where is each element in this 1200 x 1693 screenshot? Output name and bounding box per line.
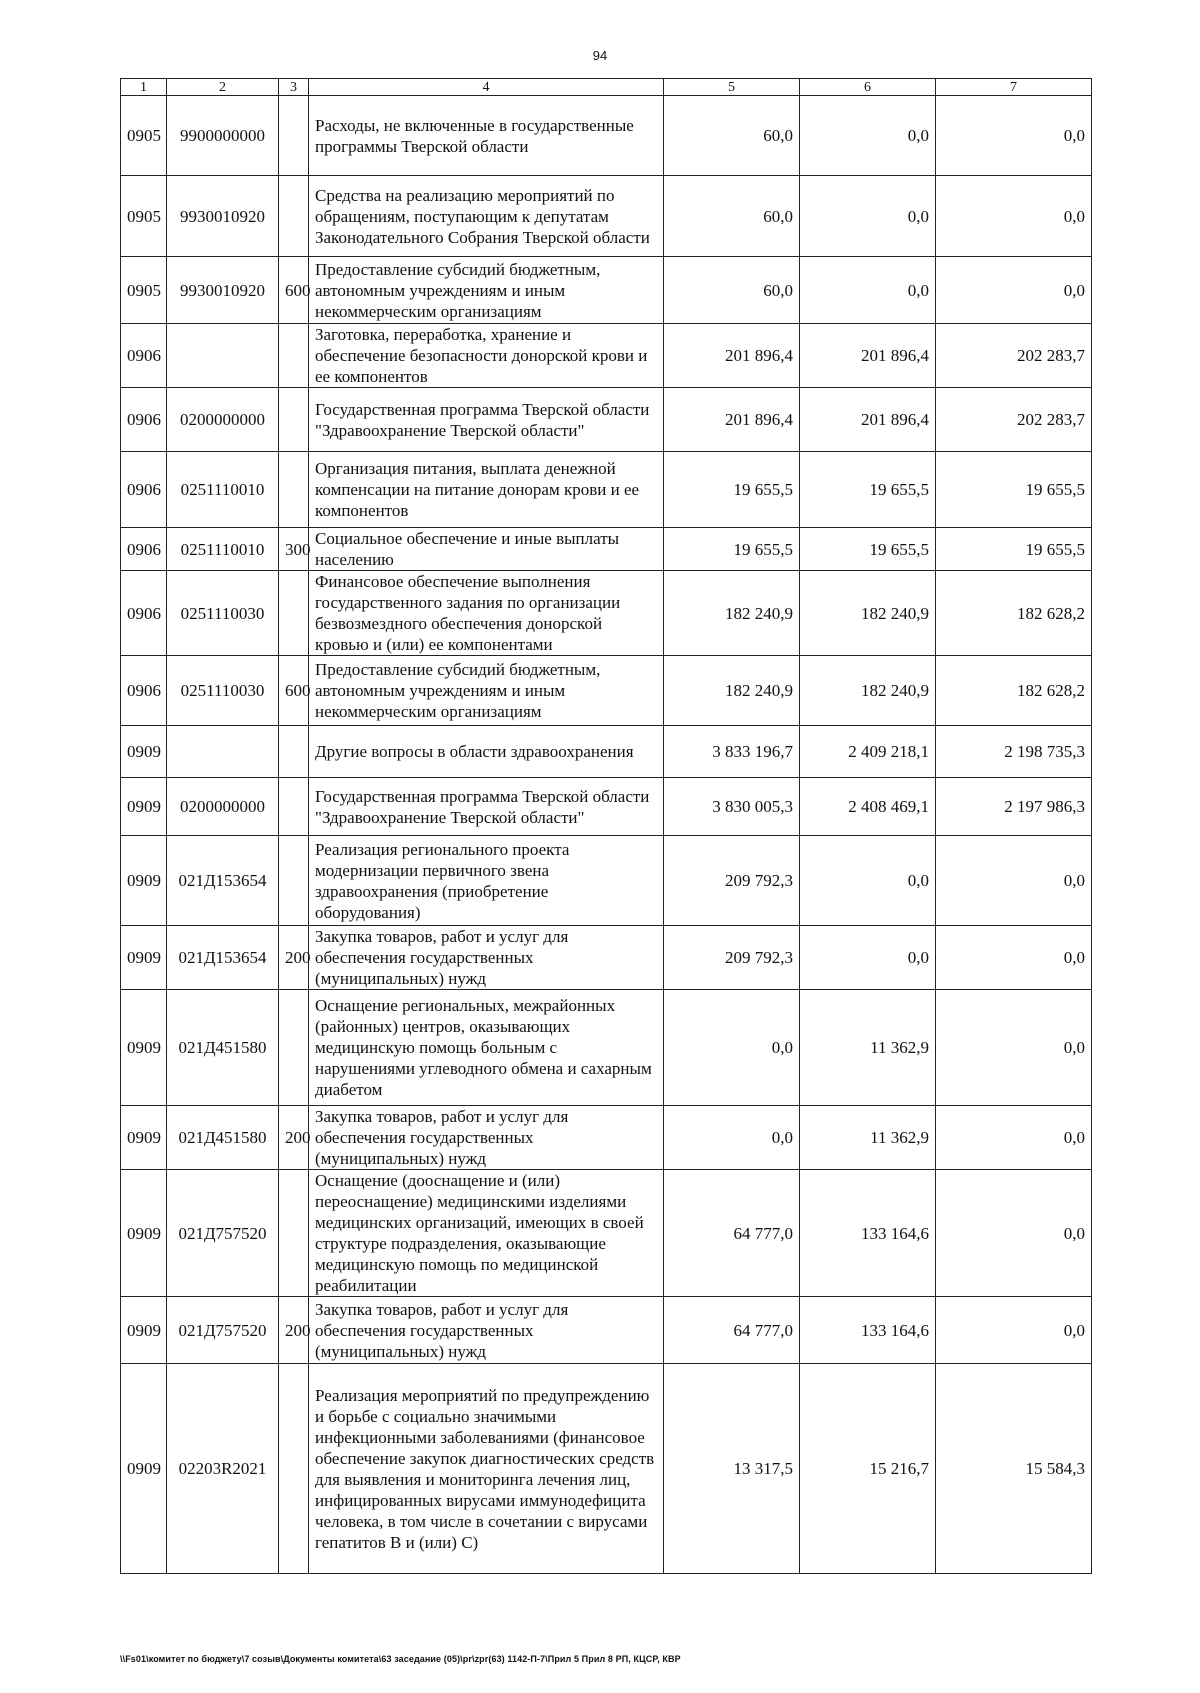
- section-code-cell: 0906: [121, 324, 167, 388]
- expense-type-cell: 200: [279, 1297, 309, 1364]
- amount-cell-col6: 182 240,9: [800, 656, 936, 726]
- amount-cell-col5: 3 833 196,7: [664, 726, 800, 778]
- item-name-cell: Реализация регионального проекта модернизации первичного звена здравоохранения (приобретение оборудования): [309, 836, 664, 926]
- column-header: 2: [167, 79, 279, 96]
- table-row: [121, 1297, 1092, 1364]
- amount-cell-col7: 0,0: [936, 96, 1092, 176]
- amount-cell-col6: 0,0: [800, 96, 936, 176]
- amount-cell-col5: 3 830 005,3: [664, 778, 800, 836]
- file-path-footer: \\Fs01\комитет по бюджету\7 созыв\Документы комитета\63 заседание (05)\pr\zpr(63) 1142-П-7\Прил 5 Прил 8 РП, КЦСР, КВР: [120, 1654, 681, 1664]
- amount-cell-col7: 15 584,3: [936, 1364, 1092, 1574]
- amount-cell-col5: 60,0: [664, 257, 800, 324]
- table-row: [121, 1106, 1092, 1170]
- amount-cell-col7: 19 655,5: [936, 452, 1092, 528]
- section-code-cell: 0905: [121, 176, 167, 257]
- amount-cell-col6: 11 362,9: [800, 1106, 936, 1170]
- section-code-cell: 0909: [121, 1364, 167, 1574]
- amount-cell-col5: 0,0: [664, 990, 800, 1106]
- item-name-cell: Финансовое обеспечение выполнения государственного задания по организации безвозмездного обеспечения донорской кровью и (или) ее компонентами: [309, 571, 664, 656]
- amount-cell-col5: 64 777,0: [664, 1170, 800, 1297]
- target-code-cell: 021Д153654: [167, 926, 279, 990]
- page-number: 94: [592, 48, 608, 63]
- expense-type-cell: [279, 176, 309, 257]
- column-header: 6: [800, 79, 936, 96]
- table-row: [121, 257, 1092, 324]
- expense-type-cell: [279, 96, 309, 176]
- target-code-cell: 0251110010: [167, 528, 279, 571]
- amount-cell-col7: 2 197 986,3: [936, 778, 1092, 836]
- amount-cell-col5: 209 792,3: [664, 926, 800, 990]
- section-code-cell: 0905: [121, 96, 167, 176]
- amount-cell-col7: 2 198 735,3: [936, 726, 1092, 778]
- amount-cell-col5: 182 240,9: [664, 656, 800, 726]
- column-header: 1: [121, 79, 167, 96]
- expense-type-cell: [279, 1364, 309, 1574]
- amount-cell-col7: 19 655,5: [936, 528, 1092, 571]
- table-row: [121, 726, 1092, 778]
- amount-cell-col6: 11 362,9: [800, 990, 936, 1106]
- expense-type-cell: 200: [279, 1106, 309, 1170]
- target-code-cell: 02203R2021: [167, 1364, 279, 1574]
- table-row: [121, 778, 1092, 836]
- table-body: [121, 96, 1092, 1574]
- target-code-cell: 0251110010: [167, 452, 279, 528]
- column-header: 5: [664, 79, 800, 96]
- expense-type-cell: 600: [279, 656, 309, 726]
- amount-cell-col6: 19 655,5: [800, 528, 936, 571]
- table-row: [121, 1170, 1092, 1297]
- item-name-cell: Средства на реализацию мероприятий по обращениям, поступающим к депутатам Законодательного Собрания Тверской области: [309, 176, 664, 257]
- table-row: [121, 528, 1092, 571]
- expense-type-cell: [279, 452, 309, 528]
- amount-cell-col7: 0,0: [936, 1170, 1092, 1297]
- section-code-cell: 0906: [121, 452, 167, 528]
- expense-type-cell: [279, 388, 309, 452]
- item-name-cell: Оснащение региональных, межрайонных (районных) центров, оказывающих медицинскую помощь больным с нарушениями углеводного обмена и сахарным диабетом: [309, 990, 664, 1106]
- amount-cell-col7: 202 283,7: [936, 324, 1092, 388]
- amount-cell-col6: 0,0: [800, 257, 936, 324]
- target-code-cell: 0200000000: [167, 388, 279, 452]
- amount-cell-col5: 60,0: [664, 176, 800, 257]
- expense-type-cell: [279, 836, 309, 926]
- item-name-cell: Государственная программа Тверской области "Здравоохранение Тверской области": [309, 778, 664, 836]
- item-name-cell: Оснащение (дооснащение и (или) переоснащение) медицинскими изделиями медицинских организаций, имеющих в своей структуре подразделения, оказывающие медицинскую помощь по медицинской реабилитации: [309, 1170, 664, 1297]
- amount-cell-col6: 0,0: [800, 926, 936, 990]
- amount-cell-col6: 0,0: [800, 836, 936, 926]
- table-row: [121, 990, 1092, 1106]
- table-row: [121, 836, 1092, 926]
- item-name-cell: Закупка товаров, работ и услуг для обеспечения государственных (муниципальных) нужд: [309, 926, 664, 990]
- expense-type-cell: 300: [279, 528, 309, 571]
- section-code-cell: 0909: [121, 726, 167, 778]
- amount-cell-col5: 0,0: [664, 1106, 800, 1170]
- target-code-cell: 9930010920: [167, 176, 279, 257]
- table-row: [121, 571, 1092, 656]
- section-code-cell: 0906: [121, 388, 167, 452]
- amount-cell-col5: 64 777,0: [664, 1297, 800, 1364]
- expense-type-cell: [279, 990, 309, 1106]
- amount-cell-col6: 201 896,4: [800, 324, 936, 388]
- item-name-cell: Закупка товаров, работ и услуг для обеспечения государственных (муниципальных) нужд: [309, 1106, 664, 1170]
- target-code-cell: 021Д451580: [167, 1106, 279, 1170]
- amount-cell-col6: 2 408 469,1: [800, 778, 936, 836]
- amount-cell-col7: 0,0: [936, 926, 1092, 990]
- amount-cell-col5: 60,0: [664, 96, 800, 176]
- target-code-cell: 021Д757520: [167, 1170, 279, 1297]
- column-header: 7: [936, 79, 1092, 96]
- expense-type-cell: 200: [279, 926, 309, 990]
- table-row: [121, 176, 1092, 257]
- table-row: [121, 388, 1092, 452]
- section-code-cell: 0909: [121, 778, 167, 836]
- section-code-cell: 0906: [121, 528, 167, 571]
- section-code-cell: 0909: [121, 1170, 167, 1297]
- target-code-cell: 9900000000: [167, 96, 279, 176]
- table-row: [121, 324, 1092, 388]
- target-code-cell: [167, 726, 279, 778]
- target-code-cell: 021Д451580: [167, 990, 279, 1106]
- amount-cell-col5: 209 792,3: [664, 836, 800, 926]
- amount-cell-col5: 201 896,4: [664, 388, 800, 452]
- expense-type-cell: [279, 324, 309, 388]
- item-name-cell: Расходы, не включенные в государственные программы Тверской области: [309, 96, 664, 176]
- amount-cell-col7: 0,0: [936, 1297, 1092, 1364]
- section-code-cell: 0905: [121, 257, 167, 324]
- table-row: [121, 926, 1092, 990]
- amount-cell-col5: 19 655,5: [664, 452, 800, 528]
- item-name-cell: Организация питания, выплата денежной компенсации на питание донорам крови и ее компонентов: [309, 452, 664, 528]
- amount-cell-col7: 0,0: [936, 1106, 1092, 1170]
- amount-cell-col5: 201 896,4: [664, 324, 800, 388]
- amount-cell-col5: 19 655,5: [664, 528, 800, 571]
- item-name-cell: Реализация мероприятий по предупреждению и борьбе с социально значимыми инфекционными заболеваниями (финансовое обеспечение закупок диагностических средств для выявления и мониторинга лечения лиц, инфицированных вирусами иммунодефицита человека, в том числе в сочетании с вирусами гепатитов В и (или) С): [309, 1364, 664, 1574]
- expense-type-cell: [279, 1170, 309, 1297]
- expense-type-cell: [279, 778, 309, 836]
- amount-cell-col7: 202 283,7: [936, 388, 1092, 452]
- amount-cell-col6: 201 896,4: [800, 388, 936, 452]
- section-code-cell: 0906: [121, 656, 167, 726]
- expense-type-cell: [279, 571, 309, 656]
- section-code-cell: 0906: [121, 571, 167, 656]
- target-code-cell: 021Д757520: [167, 1297, 279, 1364]
- expense-type-cell: [279, 726, 309, 778]
- item-name-cell: Предоставление субсидий бюджетным, автономным учреждениям и иным некоммерческим организациям: [309, 656, 664, 726]
- amount-cell-col6: 19 655,5: [800, 452, 936, 528]
- target-code-cell: [167, 324, 279, 388]
- section-code-cell: 0909: [121, 1106, 167, 1170]
- table-row: [121, 656, 1092, 726]
- amount-cell-col7: 0,0: [936, 990, 1092, 1106]
- amount-cell-col7: 182 628,2: [936, 656, 1092, 726]
- amount-cell-col6: 2 409 218,1: [800, 726, 936, 778]
- item-name-cell: Предоставление субсидий бюджетным, автономным учреждениям и иным некоммерческим организациям: [309, 257, 664, 324]
- table-row: [121, 452, 1092, 528]
- amount-cell-col6: 0,0: [800, 176, 936, 257]
- expense-type-cell: 600: [279, 257, 309, 324]
- section-code-cell: 0909: [121, 990, 167, 1106]
- amount-cell-col6: 133 164,6: [800, 1297, 936, 1364]
- item-name-cell: Социальное обеспечение и иные выплаты населению: [309, 528, 664, 571]
- amount-cell-col7: 182 628,2: [936, 571, 1092, 656]
- section-code-cell: 0909: [121, 1297, 167, 1364]
- section-code-cell: 0909: [121, 836, 167, 926]
- amount-cell-col5: 182 240,9: [664, 571, 800, 656]
- target-code-cell: 0251110030: [167, 571, 279, 656]
- amount-cell-col6: 15 216,7: [800, 1364, 936, 1574]
- table-row: [121, 96, 1092, 176]
- budget-table: [120, 78, 1092, 1574]
- target-code-cell: 0251110030: [167, 656, 279, 726]
- target-code-cell: 021Д153654: [167, 836, 279, 926]
- amount-cell-col6: 133 164,6: [800, 1170, 936, 1297]
- item-name-cell: Другие вопросы в области здравоохранения: [309, 726, 664, 778]
- column-header: 3: [279, 79, 309, 96]
- section-code-cell: 0909: [121, 926, 167, 990]
- item-name-cell: Государственная программа Тверской области "Здравоохранение Тверской области": [309, 388, 664, 452]
- column-header: 4: [309, 79, 664, 96]
- amount-cell-col5: 13 317,5: [664, 1364, 800, 1574]
- target-code-cell: 0200000000: [167, 778, 279, 836]
- column-number-row: [121, 79, 1092, 96]
- amount-cell-col6: 182 240,9: [800, 571, 936, 656]
- table-row: [121, 1364, 1092, 1574]
- amount-cell-col7: 0,0: [936, 257, 1092, 324]
- amount-cell-col7: 0,0: [936, 176, 1092, 257]
- item-name-cell: Закупка товаров, работ и услуг для обеспечения государственных (муниципальных) нужд: [309, 1297, 664, 1364]
- amount-cell-col7: 0,0: [936, 836, 1092, 926]
- target-code-cell: 9930010920: [167, 257, 279, 324]
- item-name-cell: Заготовка, переработка, хранение и обеспечение безопасности донорской крови и ее компонентов: [309, 324, 664, 388]
